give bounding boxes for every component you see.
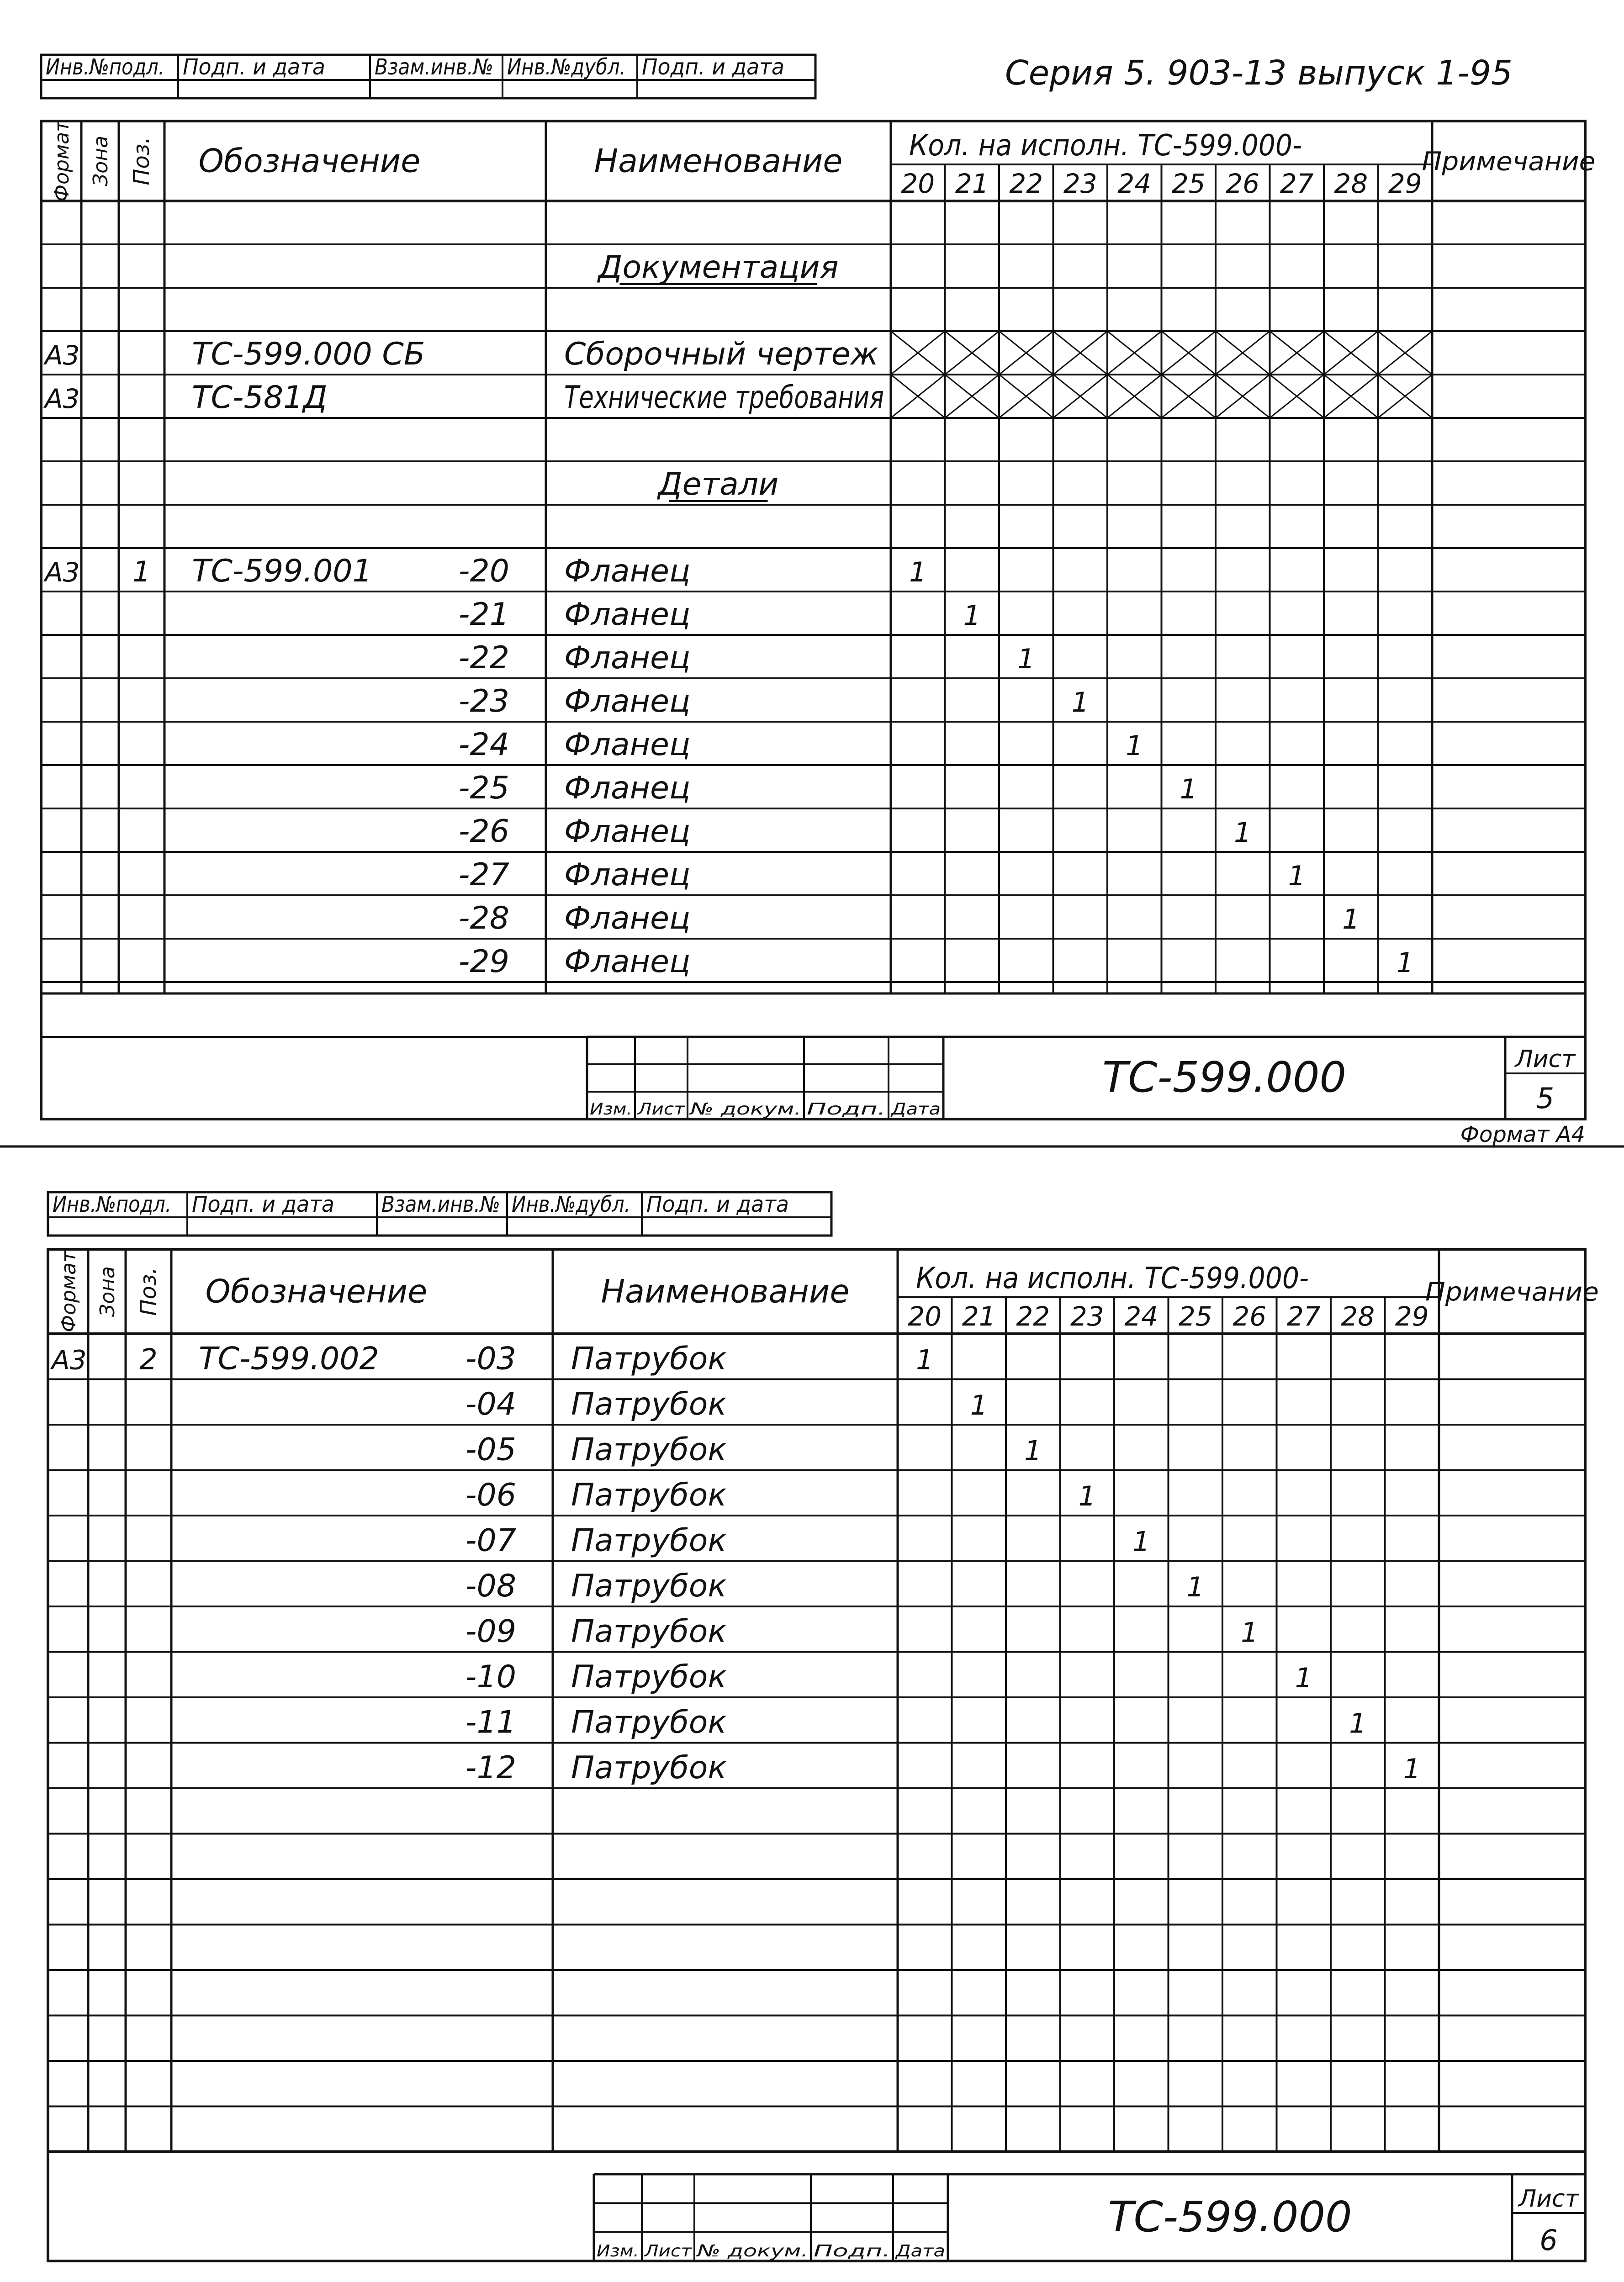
row-name: Патрубок: [571, 1432, 727, 1468]
row-name: Технические требования: [564, 380, 884, 416]
row-variant-suffix: -23: [458, 683, 509, 719]
table-row: [459, 813, 1251, 850]
row-format: А3: [52, 1344, 87, 1376]
quantity-value: 1: [1342, 903, 1360, 935]
variant-header: 25: [1178, 1301, 1212, 1332]
row-name: Патрубок: [571, 1568, 727, 1604]
row-designation: ТС-599.000 СБ: [192, 336, 425, 372]
sheet-number: 5: [1536, 1082, 1555, 1115]
inventory-label: Взам.инв.№: [381, 1192, 500, 1217]
sheet-number: 6: [1539, 2224, 1558, 2257]
variant-header: 29: [1388, 168, 1422, 199]
variant-header: 21: [962, 1301, 996, 1332]
row-name: Фланец: [564, 727, 691, 763]
table-row: [459, 597, 981, 633]
table-row: [43, 553, 926, 589]
pos-header: Поз.: [136, 1267, 161, 1316]
table-row: [43, 375, 1432, 418]
variant-header: 20: [901, 168, 935, 199]
row-format: А3: [45, 340, 80, 371]
row-name: Патрубок: [571, 1613, 727, 1650]
inventory-label: Подп. и дата: [642, 54, 784, 80]
zone-header: Зона: [89, 136, 112, 186]
sheet-5: [0, 54, 1624, 1147]
row-variant-suffix: -03: [465, 1341, 516, 1377]
row-variant-suffix: -07: [465, 1522, 516, 1559]
inventory-label: Инв.№дубл.: [507, 54, 626, 80]
qty-header: Кол. на исполн. ТС-599.000-: [909, 129, 1302, 163]
title-block: [587, 1037, 1585, 1119]
stamp-column-label: Подп.: [814, 2242, 890, 2261]
row-variant-suffix: -26: [458, 813, 509, 850]
quantity-value: 1: [963, 600, 981, 632]
variant-header: 23: [1063, 168, 1097, 199]
note-header: Примечание: [1425, 1277, 1599, 1307]
row-designation: ТС-599.002: [199, 1341, 379, 1377]
table-row: [466, 1659, 1312, 1695]
row-name: Сборочный чертеж: [564, 336, 878, 372]
quantity-value: 1: [1241, 1616, 1259, 1649]
row-name: Фланец: [564, 553, 691, 589]
format-label: Формат А4: [1460, 1122, 1585, 1147]
format-header: Формат: [57, 1251, 80, 1332]
designation-header: Обозначение: [198, 142, 421, 180]
quantity-value: 1: [1396, 947, 1414, 979]
row-name: Патрубок: [571, 1341, 727, 1377]
variant-header: 21: [955, 168, 989, 199]
table-row: [657, 466, 779, 502]
row-name: Фланец: [564, 597, 691, 633]
row-variant-suffix: -25: [458, 770, 509, 806]
variant-header: 26: [1226, 168, 1260, 199]
zone-header: Зона: [96, 1266, 119, 1317]
note-header: Примечание: [1422, 147, 1596, 177]
section-heading: Детали: [658, 466, 779, 502]
row-name: Фланец: [564, 857, 691, 893]
variant-header: 26: [1233, 1301, 1267, 1332]
table-row: [50, 1341, 933, 1377]
document-designation: ТС-599.000: [1102, 1053, 1347, 1102]
inventory-label: Подп. и дата: [192, 1192, 334, 1217]
row-designation: ТС-581Д: [192, 380, 328, 416]
name-header: Наименование: [594, 142, 843, 180]
quantity-value: 1: [909, 556, 927, 588]
variant-header: 29: [1395, 1301, 1429, 1332]
table-row: [459, 857, 1306, 893]
sheet-6: [48, 1192, 1599, 2261]
sheet-label: Лист: [1515, 1046, 1576, 1073]
row-name: Фланец: [564, 770, 691, 806]
quantity-value: 1: [916, 1344, 934, 1376]
spec-table: [41, 120, 1596, 1119]
sheet-frame: [48, 1249, 1585, 2261]
spec-table: [48, 1249, 1599, 2261]
designation-header: Обозначение: [205, 1273, 428, 1310]
name-header: Наименование: [601, 1273, 850, 1310]
quantity-value: 1: [1288, 860, 1306, 892]
variant-header: 27: [1286, 1301, 1321, 1332]
row-position: 2: [139, 1342, 158, 1376]
stamp-column-label: Изм.: [597, 2242, 639, 2261]
variant-header: 27: [1280, 168, 1314, 199]
quantity-value: 1: [1132, 1526, 1150, 1558]
row-name: Фланец: [564, 944, 691, 980]
table-row: [466, 1386, 988, 1422]
row-variant-suffix: -12: [465, 1750, 516, 1786]
row-designation: ТС-599.001: [192, 553, 372, 589]
row-name: Патрубок: [571, 1522, 727, 1559]
table-row: [466, 1705, 1366, 1741]
title-block: [594, 2174, 1585, 2261]
row-variant-suffix: -29: [458, 944, 509, 980]
variant-header: 22: [1009, 168, 1043, 199]
table-row: [43, 331, 1432, 375]
table-row: [597, 249, 838, 285]
row-name: Патрубок: [571, 1659, 727, 1695]
inventory-label: Инв.№дубл.: [512, 1192, 630, 1217]
table-row: [466, 1477, 1096, 1513]
row-name: Фланец: [564, 683, 691, 719]
inventory-label: Инв.№подл.: [53, 1192, 171, 1217]
stamp-column-label: Изм.: [590, 1100, 632, 1119]
inventory-block: [41, 54, 815, 98]
row-name: Патрубок: [571, 1386, 727, 1422]
table-row: [459, 683, 1089, 719]
series-header: Серия 5. 903-13 выпуск 1-95: [1005, 53, 1513, 93]
row-name: Фланец: [564, 813, 691, 850]
table-row: [459, 770, 1197, 806]
variant-header: 24: [1117, 168, 1152, 199]
inventory-block: [48, 1192, 831, 1236]
quantity-value: 1: [1234, 817, 1252, 849]
row-variant-suffix: -27: [458, 857, 509, 893]
inventory-label: Подп. и дата: [646, 1192, 789, 1217]
section-heading: Документация: [598, 249, 839, 285]
qty-header: Кол. на исполн. ТС-599.000-: [916, 1262, 1309, 1295]
row-variant-suffix: -22: [458, 640, 509, 676]
table-row: [466, 1523, 1150, 1559]
inventory-label: Инв.№подл.: [46, 54, 164, 80]
row-variant-suffix: -21: [458, 597, 509, 633]
stamp-column-label: Лист: [636, 1100, 686, 1119]
row-name: Патрубок: [571, 1750, 727, 1786]
quantity-value: 1: [970, 1389, 988, 1421]
variant-header: 28: [1341, 1301, 1375, 1332]
row-variant-suffix: -05: [465, 1432, 516, 1468]
row-variant-suffix: -10: [465, 1659, 516, 1695]
format-header: Формат: [50, 120, 74, 202]
document-designation: ТС-599.000: [1108, 2192, 1352, 2241]
sheet-label: Лист: [1518, 2185, 1579, 2213]
quantity-value: 1: [1295, 1662, 1312, 1694]
variant-header: 24: [1124, 1301, 1158, 1332]
pos-header: Поз.: [129, 137, 154, 185]
row-format: А3: [45, 557, 80, 588]
row-name: Фланец: [564, 900, 691, 936]
variant-header: 28: [1334, 168, 1368, 199]
row-variant-suffix: -11: [465, 1704, 516, 1741]
table-row: [466, 1614, 1258, 1650]
row-position: 1: [132, 555, 151, 588]
table-row: [466, 1568, 1204, 1604]
table-row: [459, 727, 1143, 763]
stamp-column-label: Дата: [894, 2242, 945, 2261]
row-name: Патрубок: [571, 1477, 727, 1513]
quantity-value: 1: [1071, 687, 1089, 718]
quantity-value: 1: [1126, 730, 1143, 762]
stamp-column-label: Лист: [643, 2242, 693, 2261]
quantity-value: 1: [1186, 1571, 1204, 1603]
variant-header: 23: [1070, 1301, 1104, 1332]
stamp-column-label: № докум.: [689, 1100, 801, 1119]
quantity-value: 1: [1180, 773, 1197, 805]
row-name: Патрубок: [571, 1704, 727, 1741]
stamp-column-label: Подп.: [807, 1100, 886, 1119]
row-variant-suffix: -06: [465, 1477, 516, 1513]
row-variant-suffix: -09: [465, 1613, 516, 1650]
row-variant-suffix: -28: [458, 900, 509, 936]
variant-header: 25: [1171, 168, 1206, 199]
row-variant-suffix: -04: [465, 1386, 516, 1422]
table-row: [459, 900, 1360, 936]
quantity-value: 1: [1403, 1753, 1421, 1785]
row-variant-suffix: -20: [458, 553, 509, 589]
inventory-label: Подп. и дата: [183, 54, 325, 80]
quantity-value: 1: [1078, 1480, 1096, 1512]
stamp-column-label: № докум.: [696, 2242, 808, 2261]
quantity-value: 1: [1017, 643, 1035, 675]
variant-header: 20: [908, 1301, 942, 1332]
row-format: А3: [45, 383, 80, 414]
inventory-label: Взам.инв.№: [375, 54, 493, 80]
row-variant-suffix: -08: [465, 1568, 516, 1604]
quantity-value: 1: [1024, 1435, 1042, 1467]
row-variant-suffix: -24: [458, 727, 509, 763]
stamp-column-label: Дата: [890, 1100, 941, 1119]
quantity-value: 1: [1349, 1707, 1367, 1740]
row-name: Фланец: [564, 640, 691, 676]
variant-header: 22: [1016, 1301, 1050, 1332]
